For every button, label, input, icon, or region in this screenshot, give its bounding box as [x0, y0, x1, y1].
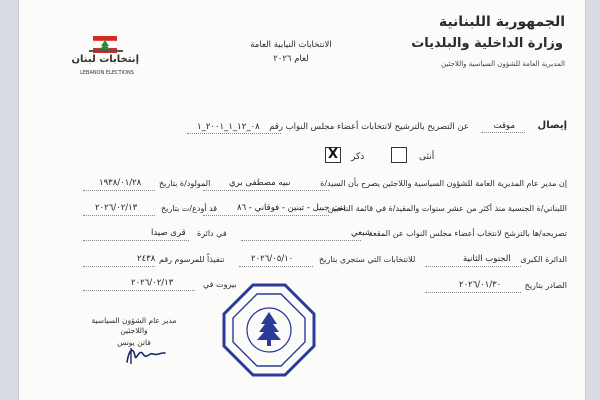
female-label: أنثى [419, 152, 435, 162]
ministry-title: وزارة الداخلية والبلديات [411, 36, 563, 51]
republic-title: الجمهورية اللبنانية [438, 14, 565, 30]
candidate-name: نبيه مصطفى بري [229, 178, 291, 188]
logo-text: إنتخابات لبنان [71, 54, 139, 65]
seat-value: شيعي [351, 228, 372, 238]
beirut-date: ٢٠٢٦/٠٢/١٣ [131, 278, 174, 288]
issued-label: الصادر بتاريخ [524, 281, 567, 290]
signatory-title: مدير عام الشؤون السياسية واللاجئين [91, 316, 177, 335]
registry-value: بنت جبيل - تبنين - فوقاني - ٨٦ [237, 203, 346, 213]
document-page [18, 0, 586, 400]
receipt-label: إيصال [537, 120, 567, 131]
district-label: في دائرة [197, 229, 227, 238]
decree-label: تنفيذاً للمرسوم رقم [159, 255, 225, 264]
female-checkbox[interactable] [391, 147, 407, 163]
directorate-title: المديرية العامة للشؤون السياسية واللاجئين [441, 60, 565, 68]
receipt-number: ٠٨_١٢_١_٢٠٠١_١ [197, 122, 260, 132]
male-label: ذكر [351, 152, 365, 162]
district-value: قرى صيدا [151, 228, 186, 238]
handwritten-signature [123, 342, 169, 366]
election-year: لعام ٢٠٢٦ [273, 54, 309, 64]
decree-number: ٢٤٣٨ [137, 254, 156, 264]
receipt-type: موقت [493, 121, 515, 131]
election-title: الانتخابات النيابية العامة [250, 40, 332, 50]
election-date: ٢٠٢٦/٠٥/١٠ [251, 254, 294, 264]
major-district-label: الدائرة الكبرى [520, 255, 567, 264]
filed-date: ٢٠٢٦/٠٢/١٣ [95, 203, 138, 213]
official-stamp [221, 282, 317, 378]
receipt-about: عن التصريح بالترشيح لانتخابات أعضاء مجلس النواب رقم [269, 122, 469, 132]
declaration-text: تصريحه/ها بالترشح لانتخاب أعضاء مجلس النواب عن المقعد [368, 229, 567, 238]
elections-label: للانتخابات التي ستجري بتاريخ [319, 255, 416, 264]
male-checkbox[interactable] [325, 147, 341, 163]
male-check-mark: X [328, 147, 339, 162]
filed-label: قد أودع/ت بتاريخ [161, 204, 218, 213]
logo-subtext: LEBANON ELECTIONS [80, 70, 134, 76]
declaration-prefix: إن مدير عام المديرية العامة للشؤون السياسية واللاجئين يصرح بأن السيد/ة [320, 179, 567, 188]
born-date: ١٩٣٨/٠١/٢٨ [99, 178, 142, 188]
beirut-label: بيروت في [203, 280, 237, 289]
issued-date: ٢٠٢٦/٠١/٣٠ [459, 280, 502, 290]
major-district-value: الجنوب الثانية [463, 254, 511, 264]
signatory-name: فاتن يونس [117, 338, 151, 347]
born-label: المولود/ة بتاريخ [159, 179, 211, 188]
nationality-prefix: اللبناني/ة الجنسية منذ أكثر من عشر سنوات والمقيد/ة في قائمة الناخبين [327, 204, 567, 213]
